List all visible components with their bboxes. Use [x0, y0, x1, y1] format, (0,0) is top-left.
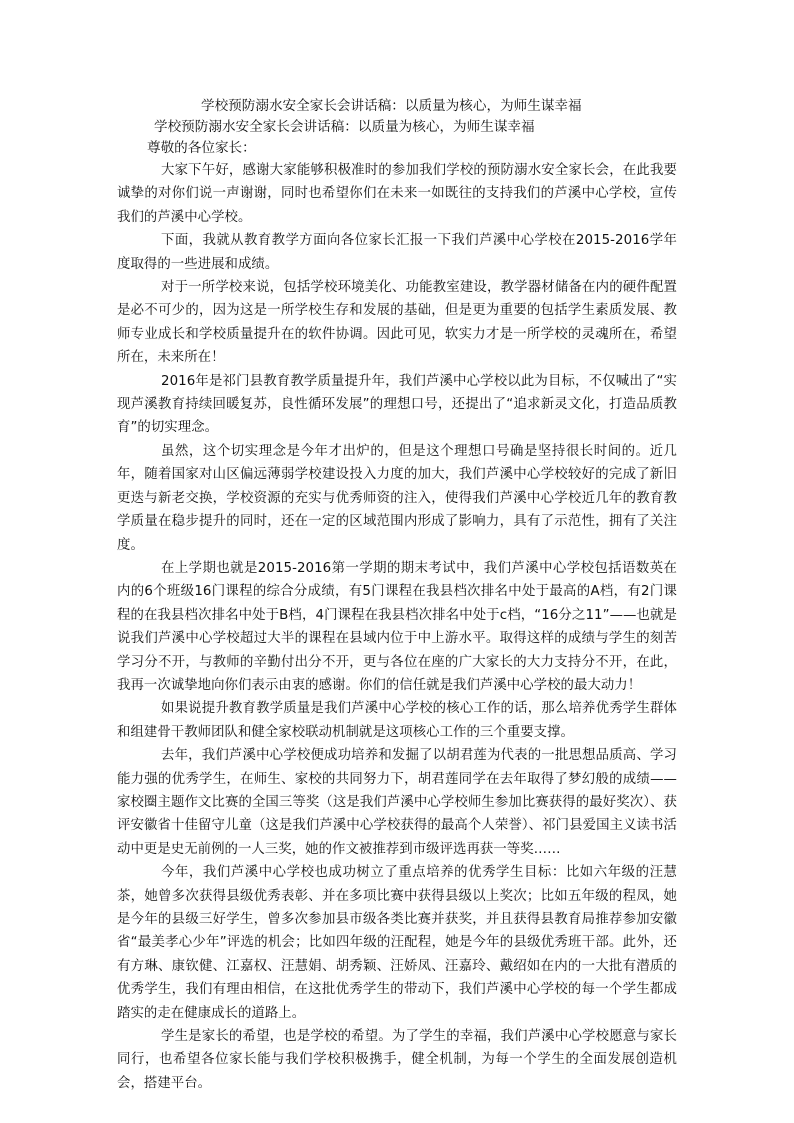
- paragraph-quality-year: 2016年是祁门县教育教学质量提升年，我们芦溪中心学校以此为目标，不仅喊出了“实现芦溪教育持续回暖复苏，良性循环发展”的理想口号，还提出了“追求新灵文化，打造品质教育”的切实理念。: [117, 373, 677, 436]
- paragraph-last-year-students: 去年，我们芦溪中心学校便成功培养和发掘了以胡君莲为代表的一批思想品质高、学习能力强的优秀学生，在师生、家校的共同努力下，胡君莲同学在去年取得了梦幻般的成绩——家校圈主题作文比赛的全国三等奖（这是我们芦溪中心学校师生参加比赛获得的最好奖次）、获评安徽省十佳留守儿童（这是我们芦溪中心学校获得的最高个人荣誉）、祁门县爱国主义读书活动中更是史无前例的一人三奖，她的作文被推荐到市级评选再获一等奖……: [117, 748, 677, 857]
- document-page: [117, 96, 677, 1095]
- paragraph-this-year-students: 今年，我们芦溪中心学校也成功树立了重点培养的优秀学生目标：比如六年级的汪慧茶，她曾多次获得县级优秀表彰、并在多项比赛中获得县级以上奖次；比如五年级的程凤，她是今年的县级三好学生，曾多次参加县市级各类比赛并获奖，并且获得县教育局推荐参加安徽省“最美孝心少年”评选的机会；比如四年级的汪配程，她是今年的县级优秀班干部。此外，还有方琳、康钦健、江嘉权、汪慧娟、胡秀颖、汪娇凤、汪嘉玲、戴绍如在内的一大批有潜质的优秀学生，我们有理由相信，在这批优秀学生的带动下，我们芦溪中心学校的每一个学生都成踏实的走在健康成长的道路上。: [117, 865, 677, 1021]
- paragraph-soft-power: 对于一所学校来说，包括学校环境美化、功能教室建设，教学器材储备在内的硬件配置是必不可少的，因为这是一所学校生存和发展的基础，但是更为重要的包括学生素质发展、教师专业成长和学校质量提升在的软件协调。因此可见，软实力才是一所学校的灵魂所在，希望所在，未来所在！: [117, 280, 677, 366]
- paragraph-closing: 学生是家长的希望，也是学校的希望。为了学生的幸福，我们芦溪中心学校愿意与家长同行，也希望各位家长能与我们学校积极携手，健全机制，为每一个学生的全面发展创造机会，搭建平台。: [117, 1029, 677, 1091]
- paragraph-report-intro: 下面，我就从教育教学方面向各位家长汇报一下我们芦溪中心学校在2015-2016学年度取得的一些进展和成绩。: [117, 233, 677, 272]
- paragraph-exam-results: 在上学期也就是2015-2016第一学期的期末考试中，我们芦溪中心学校包括语数英在内的6个班级16门课程的综合分成绩，有5门课程在我县档次排名中处于最高的A档，有2门课程的在我县档次排名中处于B档，4门课程在我县档次排名中处于c档，“16分之11”——也就是说我们芦溪中心学校超过大半的课程在县域内位于中上游水平。取得这样的成绩与学生的刻苦学习分不开，与教师的辛勤付出分不开，更与各位在座的广大家长的大力支持分不开，在此，我再一次诚挚地向你们表示由衷的感谢。你们的信任就是我们芦溪中心学校的最大动力！: [117, 560, 677, 693]
- paragraph-three-supports: 如果说提升教育教学质量是我们芦溪中心学校的核心工作的话，那么培养优秀学生群体和组建骨干教师团队和健全家校联动机制就是这项核心工作的三个重要支撑。: [117, 701, 677, 740]
- salutation: 尊敬的各位家长：: [147, 140, 256, 156]
- paragraph-greeting: 大家下午好，感谢大家能够积极准时的参加我们学校的预防溺水安全家长会，在此我要诚挚的对你们说一声谢谢，同时也希望你们在未来一如既往的支持我们的芦溪中心学校，宣传我们的芦溪中心学校。: [117, 163, 677, 225]
- document-title: 学校预防溺水安全家长会讲话稿：以质量为核心，为师生谋幸福: [201, 98, 582, 114]
- document-subtitle: 学校预防溺水安全家长会讲话稿：以质量为核心，为师生谋幸福: [154, 119, 535, 135]
- paragraph-development: 虽然，这个切实理念是今年才出炉的，但是这个理想口号确是坚持很长时间的。近几年，随着国家对山区偏远薄弱学校建设投入力度的加大，我们芦溪中心学校较好的完成了新旧更迭与新老交换，学校资源的充实与优秀师资的注入，使得我们芦溪中心学校近几年的教育教学质量在稳步提升的同时，还在一定的区域范围内形成了影响力，具有了示范性，拥有了关注度。: [117, 443, 677, 553]
